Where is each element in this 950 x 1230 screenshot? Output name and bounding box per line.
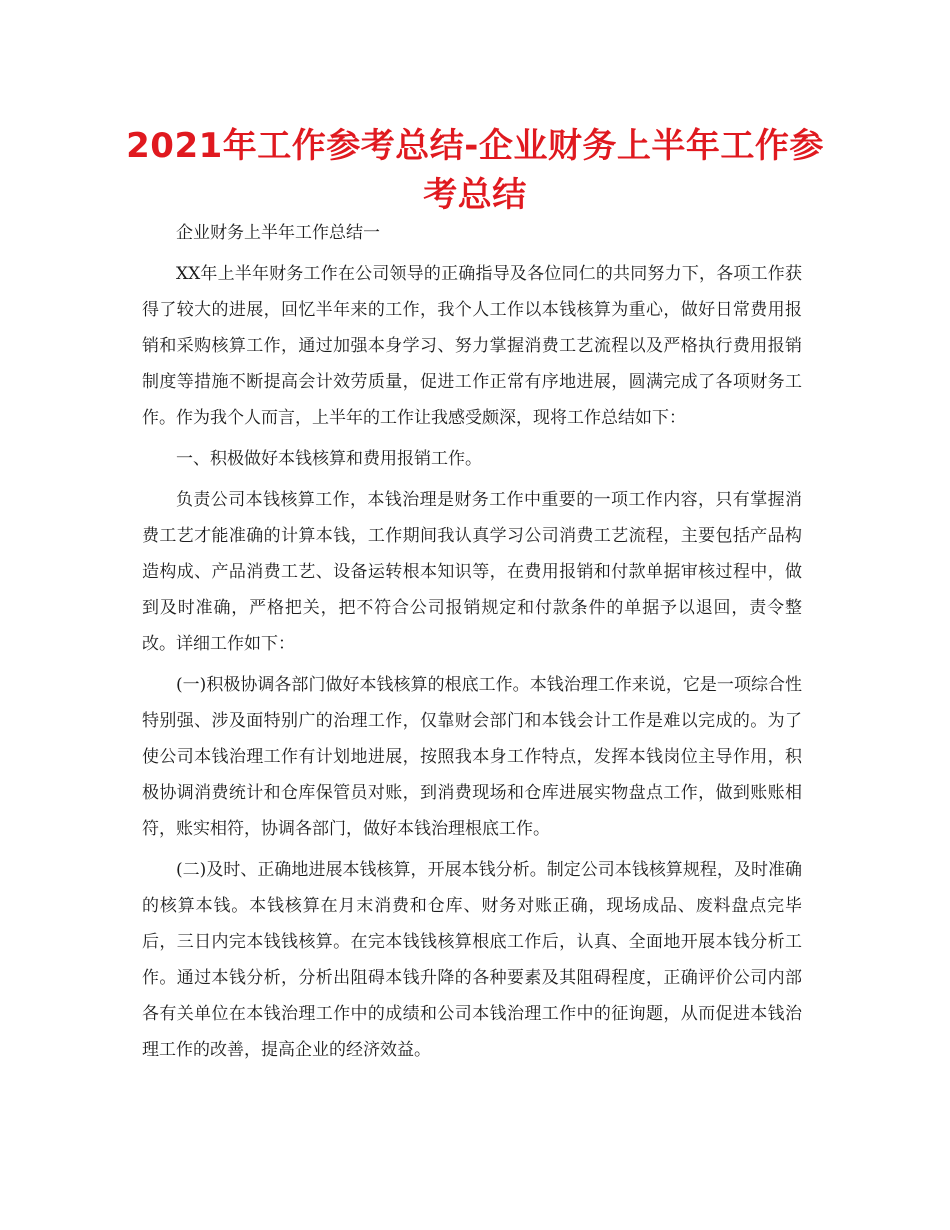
- document-title: 2021年工作参考总结-企业财务上半年工作参考总结: [126, 126, 824, 215]
- subsection-one-paragraph: (一)积极协调各部门做好本钱核算的根底工作。本钱治理工作来说，它是一项综合性特别强、涉及面特别广的治理工作，仅靠财会部门和本钱会计工作是难以完成的。为了使公司本钱治理工作有计划地进展，按照我本身工作特点，发挥本钱岗位主导作用，积极协调消费统计和仓库保管员对账，到消费现场和仓库进展实物盘点工作，做到账账相符，账实相符，协调各部门，做好本钱治理根底工作。: [142, 675, 802, 839]
- document-body: [142, 215, 802, 1073]
- section-heading-summary-one: 企业财务上半年工作总结一: [176, 223, 380, 243]
- subsection-two-paragraph: (二)及时、正确地进展本钱核算，开展本钱分析。制定公司本钱核算规程，及时准确的核算本钱。本钱核算在月末消费和仓库、财务对账正确，现场成品、废料盘点完毕后，三日内完本钱钱核算。在完本钱钱核算根底工作后，认真、全面地开展本钱分析工作。通过本钱分析，分析出阻碍本钱升降的各种要素及其阻碍程度，正确评价公司内部各有关单位在本钱治理工作中的成绩和公司本钱治理工作中的征询题，从而促进本钱治理工作的改善，提高企业的经济效益。: [142, 860, 802, 1060]
- intro-paragraph: XX年上半年财务工作在公司领导的正确指导及各位同仁的共同努力下，各项工作获得了较大的进展，回忆半年来的工作，我个人工作以本钱核算为重心，做好日常费用报销和采购核算工作，通过加强本身学习、努力掌握消费工艺流程以及严格执行费用报销制度等措施不断提高会计效劳质量，促进工作正常有序地进展，圆满完成了各项财务工作。作为我个人而言，上半年的工作让我感受颇深，现将工作总结如下：: [142, 264, 802, 428]
- cost-accounting-paragraph: 负责公司本钱核算工作，本钱治理是财务工作中重要的一项工作内容，只有掌握消费工艺才能准确的计算本钱，工作期间我认真学习公司消费工艺流程，主要包括产品构造构成、产品消费工艺、设备运转根本知识等，在费用报销和付款单据审核过程中，做到及时准确，严格把关，把不符合公司报销规定和付款条件的单据予以退回，责令整改。详细工作如下：: [142, 490, 802, 654]
- section-heading-cost-accounting: 一、积极做好本钱核算和费用报销工作。: [176, 449, 482, 469]
